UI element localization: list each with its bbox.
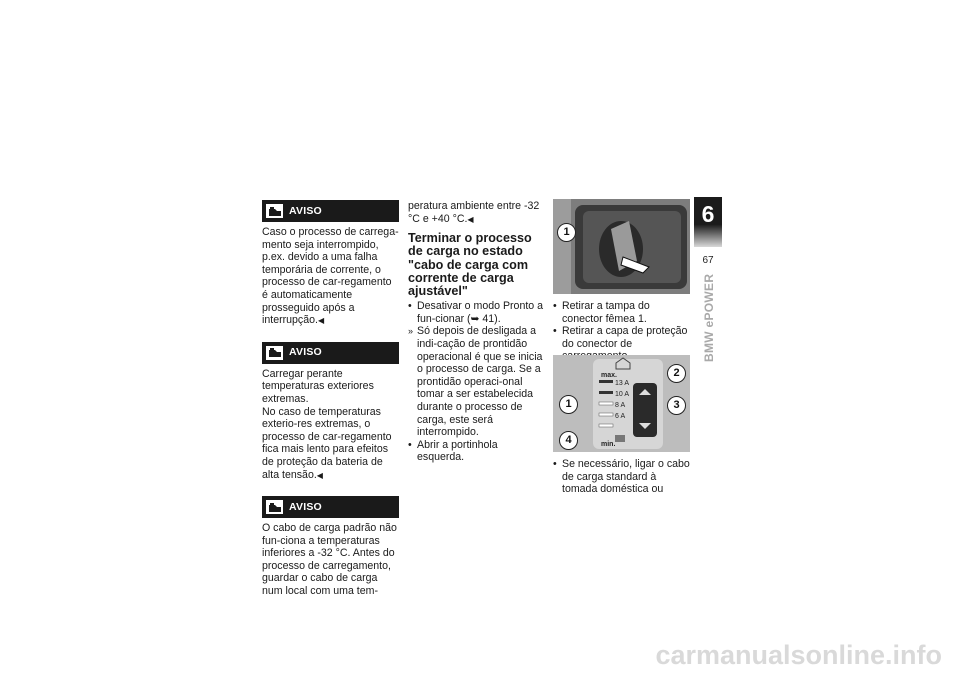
notice-text: Carregar perante temperaturas exteriores extremas. (262, 367, 374, 405)
page-number: 67 (702, 255, 714, 266)
warning-icon (266, 500, 283, 514)
right-column-steps-b (553, 458, 690, 496)
middle-column (408, 200, 545, 464)
continuation-text: peratura ambiente entre -32 °C e +40 °C.◀ (408, 200, 540, 225)
socket-illustration (553, 199, 690, 294)
list-item: • Retirar a tampa do conector fêmea 1. (553, 300, 690, 325)
right-column-steps-a (553, 300, 690, 363)
list-item: • Retirar a capa de proteção do conector de (553, 325, 690, 363)
list-item: • Se necessário, ligar o cabo de carga standard à tomada doméstica ou (553, 458, 690, 496)
callout-1: 1 (557, 223, 576, 242)
notice-text: No caso de temperaturas exterio-res extremas, o processo de car-regamento fica mais lento para efeitos de proteção da bateria de alta tensão.◀ (262, 405, 392, 481)
callout-2: 2 (667, 364, 686, 383)
label-13a: 13 A (615, 380, 630, 387)
chapter-title: BMW ePOWER (702, 273, 716, 362)
notice-title: AVISO (289, 346, 322, 359)
label-max: max. (601, 372, 617, 379)
watermark: carmanualsonline.info (655, 640, 942, 670)
list-item: » Só depois de desligada a indi-cação de prontidão operacional é que se inicia o processo de carga. Se a prontidão operaci-onal tomar a ser estabelecida durante o processo de carga, este será interrompido. (408, 325, 545, 438)
notice-text: O cabo de carga padrão não fun-ciona a temperaturas inferiores a -32 °C. Antes do processo de carregamento, guardar o cabo de carga num local com uma tem- (262, 522, 397, 598)
label-6a: 6 A (615, 413, 626, 420)
notice-text: Caso o processo de carrega-mento seja interrompido, p.ex. devido a uma falha temporária de corrente, o processo de car-regamento é automaticamente prosseguido após a interrupção.◀ (262, 226, 399, 327)
notice-header (262, 342, 399, 364)
chapter-tab (694, 197, 722, 247)
chapter-number: 6 (701, 201, 715, 227)
list-item: • Abrir a portinhola esquerda. (408, 439, 545, 464)
step-list (408, 300, 545, 464)
callout-1: 1 (559, 395, 578, 414)
callout-4: 4 (559, 431, 578, 450)
end-mark: ◀ (467, 214, 474, 224)
warning-icon (266, 204, 283, 218)
section-title: Terminar o processo de carga no estado "cabo de carga com corrente de carga ajustável" (408, 231, 532, 298)
charging-socket-photo (553, 199, 690, 294)
notice-header (262, 496, 399, 518)
callout-3: 3 (667, 396, 686, 415)
notice-header (262, 200, 399, 222)
notice-title: AVISO (289, 500, 322, 513)
step-list (553, 458, 690, 496)
notice-title: AVISO (289, 204, 322, 217)
label-10a: 10 A (615, 391, 630, 398)
list-item: • Desativar o modo Pronto a fun-cionar (➥ 41). (408, 300, 545, 325)
label-8a: 8 A (615, 402, 626, 409)
charge-current-selector-photo (553, 355, 690, 452)
step-list (553, 300, 690, 363)
label-min: min. (601, 441, 616, 448)
end-mark: ◀ (316, 470, 323, 480)
warning-icon (266, 346, 283, 360)
left-column (262, 200, 399, 598)
end-mark: ◀ (317, 316, 325, 326)
